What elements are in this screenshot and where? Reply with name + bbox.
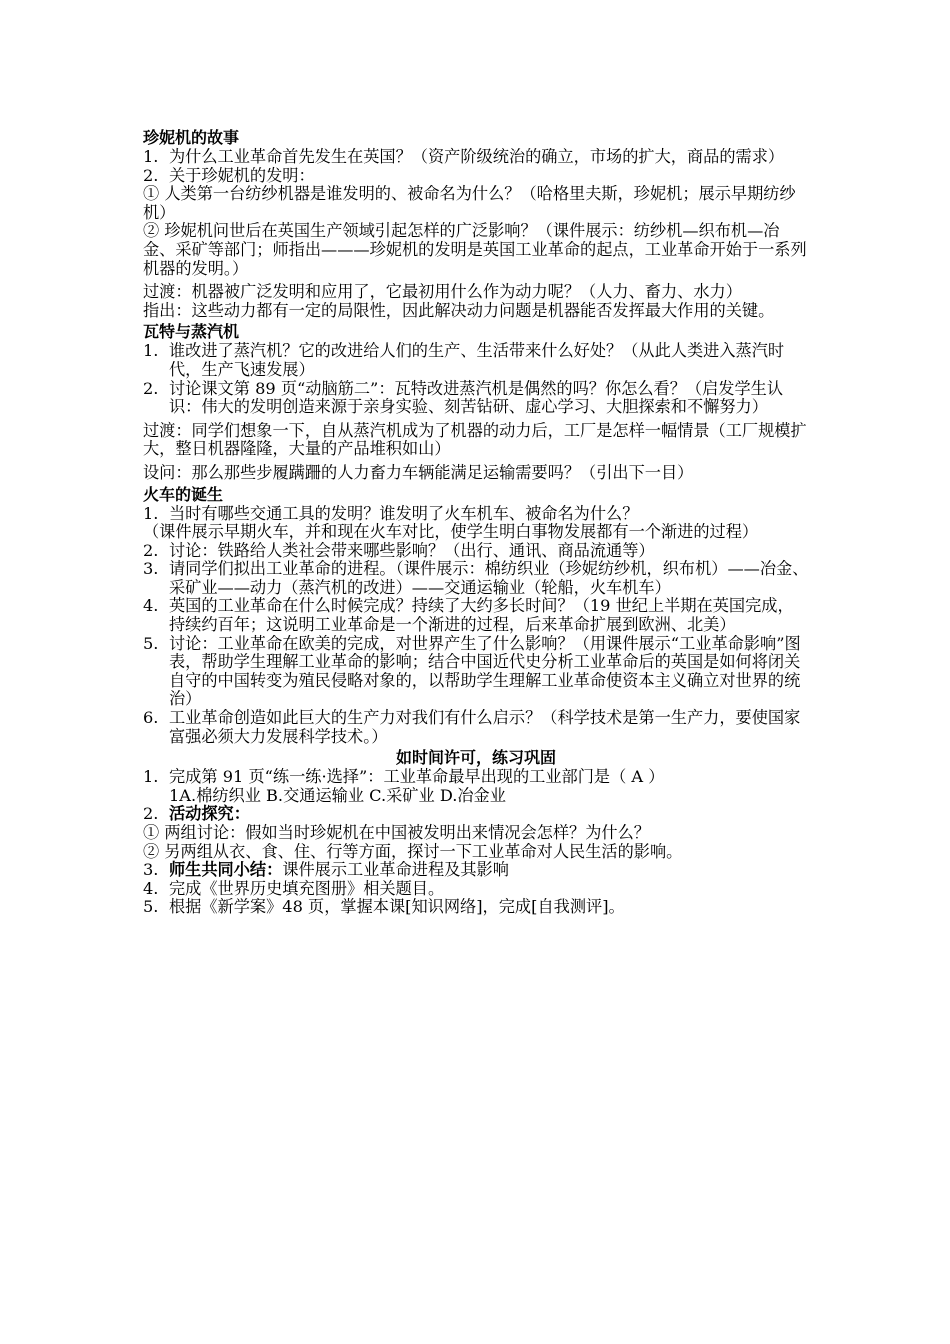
transition-paragraph: 过渡：同学们想象一下，自从蒸汽机成为了机器的动力后，工厂是怎样一幅情景（工厂规模扩大，整日机器隆隆，大量的产品堆积如山） xyxy=(143,420,807,459)
item-number: 4. xyxy=(143,596,159,616)
note-paragraph: 指出：这些动力都有一定的局限性，因此解决动力问题是机器能否发挥最大作用的关键。 xyxy=(143,300,775,320)
list-item xyxy=(143,805,809,824)
summary-label: 师生共同小结： xyxy=(169,860,283,880)
list-item xyxy=(143,542,809,561)
summary-text: 课件展示工业革命进程及其影响 xyxy=(282,860,509,880)
sub-item: ② 珍妮机问世后在英国生产领域引起怎样的广泛影响？（课件展示：纺纱机—织布机—冶金、采矿等部门；师指出———珍妮机的发明是英国工业革命的起点，工业革命开始于一系列机器的发明。） xyxy=(143,221,807,278)
question-text: 完成第 91 页“练一练·选择”：工业革命最早出现的工业部门是（ A ） xyxy=(169,767,665,787)
item-text: 请同学们拟出工业革命的进程。（课件展示：棉纺织业（珍妮纺纱机，织布机）——冶金、采矿业——动力（蒸汽机的改进）——交通运输业（轮船，火车机车） xyxy=(169,559,809,597)
item-number: 3. xyxy=(143,860,159,880)
item-number: 2. xyxy=(143,378,159,398)
list-item xyxy=(143,768,809,805)
list-item xyxy=(143,148,809,167)
item-text: 当时有哪些交通工具的发明？谁发明了火车机车、被命名为什么？ xyxy=(169,503,639,523)
item-number: 1. xyxy=(143,767,159,787)
item-number: 1. xyxy=(143,341,159,361)
list-item xyxy=(143,880,809,899)
section-title-practice: 如时间许可，练习巩固 xyxy=(395,748,556,768)
list-item xyxy=(143,505,809,524)
sub-item: ① 人类第一台纺纱机器是谁发明的、被命名为什么？（哈格里夫斯，珍妮机；展示早期纺纱机） xyxy=(143,184,796,222)
item-number: 1. xyxy=(143,503,159,523)
list-item xyxy=(143,898,809,917)
section-title-jenny: 珍妮机的故事 xyxy=(143,128,240,147)
section-title-train: 火车的诞生 xyxy=(143,484,224,504)
item-number: 5. xyxy=(143,897,159,917)
item-text: 讨论：工业革命在欧美的完成，对世界产生了什么影响？（用课件展示“工业革命影响”图表，帮助学生理解工业革命的影响；结合中国近代史分析工业革命后的英国是如何将闭关自守的中国转变为殖民侵略对象的，以帮助学生理解工业革命使资本主义确立对世界的统治） xyxy=(169,633,801,709)
item-text: 讨论：铁路给人类社会带来哪些影响？（出行、通讯、商品流通等） xyxy=(169,540,655,560)
item-number: 2. xyxy=(143,804,159,824)
sub-item: ② 另两组从衣、食、住、行等方面，探讨一下工业革命对人民生活的影响。 xyxy=(143,841,683,861)
list-item xyxy=(143,380,809,417)
note-paragraph: （课件展示早期火车，并和现在火车对比，使学生明白事物发展都有一个渐进的过程） xyxy=(143,522,759,542)
lesson-plan-page xyxy=(143,126,809,917)
list-item xyxy=(143,861,809,880)
list-item xyxy=(143,709,809,746)
answer-options: 1A.棉纺织业 B.交通运输业 C.采矿业 D.冶金业 xyxy=(169,785,506,805)
list-item xyxy=(143,597,809,634)
item-text: 关于珍妮机的发明： xyxy=(169,165,315,185)
item-text xyxy=(169,861,809,880)
item-number: 2. xyxy=(143,165,159,185)
item-number: 4. xyxy=(143,878,159,898)
item-number: 2. xyxy=(143,540,159,560)
section-title-watt: 瓦特与蒸汽机 xyxy=(143,322,240,342)
item-number: 6. xyxy=(143,708,159,728)
list-item xyxy=(143,167,809,186)
item-text: 根据《新学案》48 页，掌握本课[知识网络]，完成[自我测评]。 xyxy=(169,897,625,917)
question-paragraph: 设问：那么那些步履蹒跚的人力畜力车辆能满足运输需要吗？（引出下一目） xyxy=(143,462,694,482)
item-number: 1. xyxy=(143,147,159,166)
item-number: 5. xyxy=(143,633,159,653)
list-item xyxy=(143,560,809,597)
list-item xyxy=(143,635,809,709)
list-item xyxy=(143,342,809,379)
item-text: 谁改进了蒸汽机？它的改进给人们的生产、生活带来什么好处？（从此人类进入蒸汽时代，生产飞速发展） xyxy=(169,341,785,379)
item-text: 英国的工业革命在什么时候完成？持续了大约多长时间？（19 世纪上半期在英国完成，持续约百年；这说明工业革命是一个渐进的过程，后来革命扩展到欧洲、北美） xyxy=(169,596,794,635)
item-text xyxy=(169,768,809,805)
item-text: 为什么工业革命首先发生在英国？（资产阶级统治的确立，市场的扩大，商品的需求） xyxy=(169,147,785,166)
item-number: 3. xyxy=(143,559,159,579)
item-text: 工业革命创造如此巨大的生产力对我们有什么启示？（科学技术是第一生产力，要使国家富强必须大力发展科学技术。） xyxy=(169,708,801,746)
item-text: 活动探究： xyxy=(169,804,250,824)
item-text: 讨论课文第 89 页“动脑筋二”：瓦特改进蒸汽机是偶然的吗？你怎么看？（启发学生认识：伟大的发明创造来源于亲身实验、刻苦钻研、虚心学习、大胆探索和不懈努力） xyxy=(169,378,783,417)
item-text: 完成《世界历史填充图册》相关题目。 xyxy=(169,878,445,898)
transition-paragraph: 过渡：机器被广泛发明和应用了，它最初用什么作为动力呢？（人力、畜力、水力） xyxy=(143,282,742,302)
sub-item: ① 两组讨论：假如当时珍妮机在中国被发明出来情况会怎样？为什么？ xyxy=(143,823,650,842)
